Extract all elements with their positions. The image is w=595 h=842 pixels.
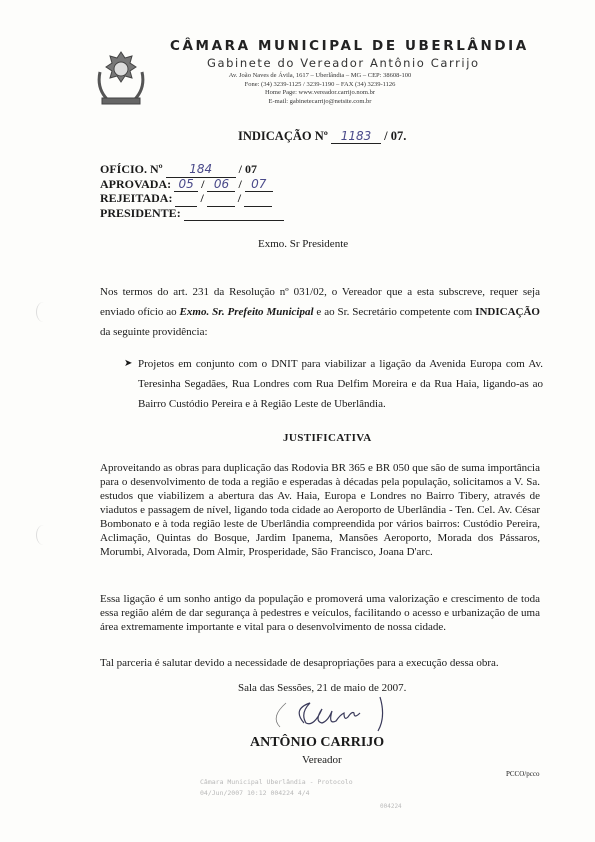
aprovada-day: 05	[174, 178, 198, 193]
justification-paragraph-3: Tal parceria é salutar devido a necessidade de desapropriações para a execução dessa obra.	[100, 657, 499, 669]
arrow-bullet-icon: ➤	[124, 358, 133, 369]
date-separator: /	[200, 191, 204, 205]
aprovada-year: 07	[245, 178, 273, 193]
intro-bold: INDICAÇÃO	[475, 306, 540, 318]
stamp-number: 004224	[380, 803, 402, 810]
address-line: Av. João Naves de Ávila, 1617 – Uberlândia – MG – CEP: 38608-100	[228, 72, 412, 79]
oficio-block	[100, 163, 284, 221]
date-line: Sala das Sessões, 21 de maio de 2007.	[238, 682, 407, 694]
stamp-line-1: Câmara Municipal Uberlândia - Protocolo	[200, 778, 353, 786]
aprovada-label: APROVADA:	[100, 176, 172, 191]
indicacao-label: INDICAÇÃO Nº	[238, 129, 328, 143]
rejeitada-day-blank	[175, 192, 197, 207]
signer-name: ANTÔNIO CARRIJO	[250, 735, 385, 750]
salutation: Exmo. Sr Presidente	[258, 238, 349, 250]
oficio-label: OFÍCIO. Nº	[100, 162, 163, 176]
contact-block	[160, 72, 480, 106]
request-text: Projetos em conjunto com o DNIT para viabilizar a ligação da Avenida Europa com Av. Teresinha Segadães, Rua Londres com Rua Delfim Moreira e da Rua Haia, ligando-as ao Bairro Custódio Pereira e à Região Leste de Uberlândia.	[138, 358, 543, 410]
intro-emphasis: Exmo. Sr. Prefeito Municipal	[179, 306, 314, 318]
intro-end: da seguinte providência:	[100, 326, 208, 338]
stamp-line-2: 04/Jun/2007 10:12 004224 4/4	[200, 789, 310, 797]
office-name: Gabinete do Vereador Antônio Carrijo	[207, 56, 480, 70]
punch-hole-mark	[36, 525, 51, 545]
signer-role: Vereador	[302, 754, 342, 766]
presidente-label: PRESIDENTE:	[100, 205, 181, 220]
justification-title: JUSTIFICATIVA	[283, 432, 372, 444]
indicacao-suffix: / 07.	[384, 129, 407, 143]
presidente-blank	[184, 207, 284, 222]
handwritten-signature	[260, 693, 430, 741]
oficio-suffix: / 07	[238, 162, 257, 176]
intro-text-2: e ao Sr. Secretário competente com	[313, 306, 476, 318]
date-separator: /	[238, 176, 242, 191]
institution-name: CÂMARA MUNICIPAL DE UBERLÂNDIA	[170, 38, 529, 54]
email-line: E-mail: gabinetecarrijo@netsite.com.br	[268, 97, 372, 105]
justification-paragraph-1: Aproveitando as obras para duplicação das Rodovia BR 365 e BR 050 que são de suma importância para o desenvolvimento de toda a região e esperadas à décadas pela população, solicitamos a V. Sa. estudos que viabilizem a abertura das Av. Haia, Europa e Londres no Bairro Tibery, através de viadutos e passagem de nível, ligando toda cidade ao Aeroporto de Uberlândia - Ten. Cel. Av. César Bombonato e à toda região leste de Uberlândia compreendida por vários bairros: Custódio Pereira, Aclimação, Quintas do Bosque, Jardim Ipanema, Mansões Aeroporto, Morada dos Pássaros, Morumbi, Alvorada, Dom Almir, Prosperidade, São Francisco, Joana D'arc.	[100, 462, 540, 558]
presidente-row	[100, 207, 284, 222]
indicacao-number: 1183	[331, 129, 381, 144]
punch-hole-mark	[36, 302, 51, 322]
date-separator: /	[201, 176, 205, 191]
oficio-row	[100, 163, 284, 178]
request-bullet	[124, 354, 543, 414]
phone-line: Fone: (34) 3239-1125 / 3239-1190 – FAX (34) 3239-1126	[244, 80, 396, 88]
intro-text: Nos termos do art. 231 da Resolução nº 031/02, o Vereador que a esta subscreve, requer seja enviado ofício ao	[100, 286, 540, 318]
oficio-number: 184	[166, 163, 236, 178]
aprovada-row	[100, 178, 284, 193]
rejeitada-row	[100, 192, 284, 207]
rejeitada-label: REJEITADA:	[100, 191, 173, 205]
rejeitada-month-blank	[207, 192, 235, 207]
typist-initials: PCCO/pcco	[506, 770, 540, 778]
intro-paragraph	[100, 282, 540, 342]
coat-of-arms-seal	[92, 48, 150, 110]
indicacao-heading	[238, 129, 406, 144]
aprovada-month: 06	[207, 178, 235, 193]
rejeitada-year-blank	[244, 192, 272, 207]
date-separator: /	[237, 191, 242, 205]
homepage-line: Home Page: www.vereador.carrijo.nom.br	[264, 89, 376, 96]
protocol-stamp	[200, 777, 353, 799]
justification-paragraph-2: Essa ligação é um sonho antigo da população e promoverá uma valorização e crescimento de toda essa região além de dar segurança à pedestres e veículos, facilitando o acesso e urbanização de uma área extremamente importante e vital para o desenvolvimento de nossa cidade.	[100, 593, 540, 633]
